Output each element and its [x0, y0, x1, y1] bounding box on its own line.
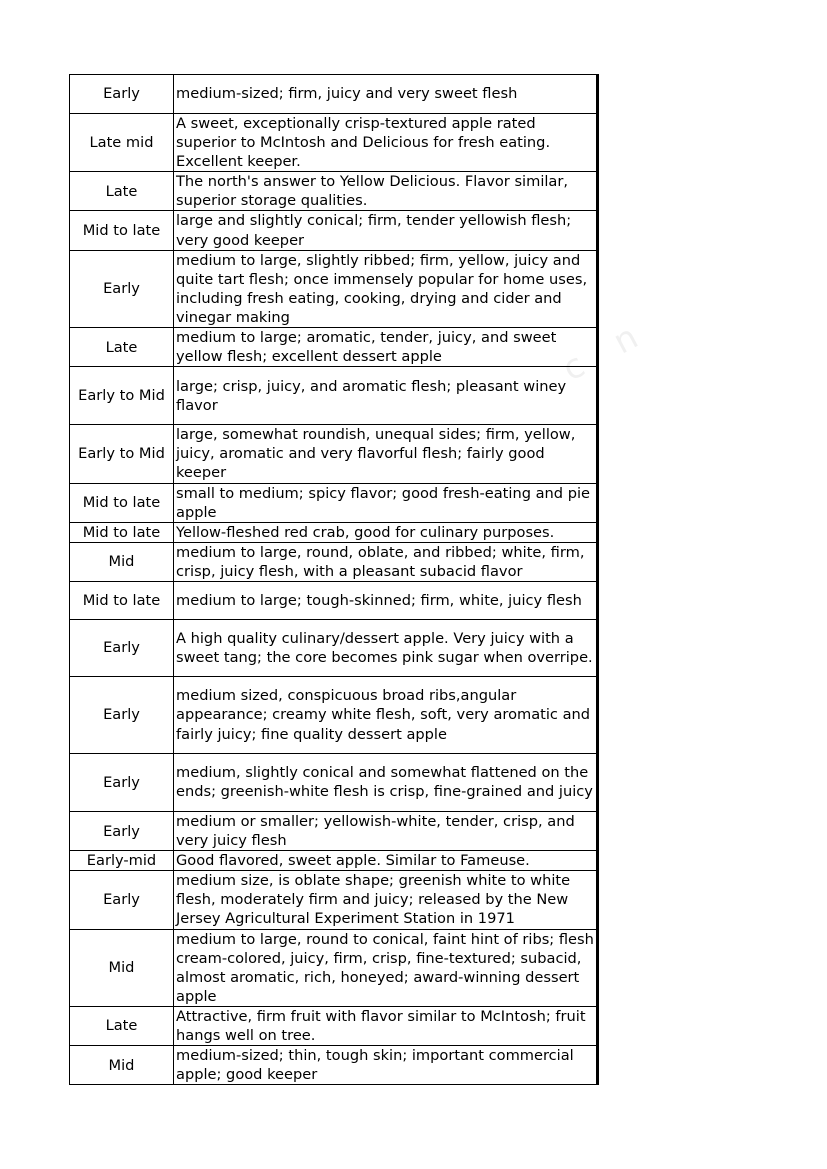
watermark: c n	[556, 310, 658, 390]
description-cell: medium to large, round to conical, faint hint of ribs; flesh cream-colored, juicy, firm, crisp, fine-textured; subacid, almost aromatic, rich, honeyed; award-winning dessert apple	[174, 929, 598, 1006]
description-cell: Attractive, firm fruit with flavor similar to McIntosh; fruit hangs well on tree.	[174, 1006, 598, 1045]
table-row	[70, 172, 598, 211]
harvest-season-cell: Early	[70, 75, 174, 114]
description-cell: medium to large, slightly ribbed; firm, yellow, juicy and quite tart flesh; once immensely popular for home uses, including fresh eating, cooking, drying and cider and vinegar making	[174, 250, 598, 327]
harvest-season-cell: Mid	[70, 929, 174, 1006]
description-cell: medium-sized; firm, juicy and very sweet flesh	[174, 75, 598, 114]
table-row	[70, 811, 598, 850]
description-cell: Good flavored, sweet apple. Similar to Fameuse.	[174, 851, 598, 871]
table-row	[70, 929, 598, 1006]
table-row	[70, 542, 598, 581]
table-row	[70, 581, 598, 619]
description-cell: medium, slightly conical and somewhat flattened on the ends; greenish-white flesh is crisp, fine-grained and juicy	[174, 753, 598, 811]
table-row	[70, 753, 598, 811]
harvest-season-cell: Mid to late	[70, 483, 174, 522]
description-cell: large, somewhat roundish, unequal sides; firm, yellow, juicy, aromatic and very flavorful flesh; fairly good keeper	[174, 425, 598, 483]
description-cell: medium or smaller; yellowish-white, tender, crisp, and very juicy flesh	[174, 811, 598, 850]
description-cell: medium to large; tough-skinned; firm, white, juicy flesh	[174, 581, 598, 619]
table-row	[70, 619, 598, 676]
harvest-season-cell: Early	[70, 871, 174, 929]
table-row	[70, 522, 598, 542]
harvest-season-cell: Mid to late	[70, 581, 174, 619]
description-cell: A sweet, exceptionally crisp-textured apple rated superior to McIntosh and Delicious for fresh eating. Excellent keeper.	[174, 114, 598, 172]
description-cell: medium sized, conspicuous broad ribs,angular appearance; creamy white flesh, soft, very aromatic and fairly juicy; fine quality dessert apple	[174, 676, 598, 753]
harvest-season-cell: Late	[70, 328, 174, 367]
description-cell: medium size, is oblate shape; greenish white to white flesh, moderately firm and juicy; released by the New Jersey Agricultural Experiment Station in 1971	[174, 871, 598, 929]
harvest-season-cell: Late	[70, 172, 174, 211]
table-row	[70, 328, 598, 367]
harvest-season-cell: Late	[70, 1006, 174, 1045]
description-cell: medium to large; aromatic, tender, juicy, and sweet yellow flesh; excellent dessert apple	[174, 328, 598, 367]
harvest-season-cell: Mid to late	[70, 211, 174, 250]
harvest-season-cell: Early-mid	[70, 851, 174, 871]
table-row	[70, 1006, 598, 1045]
harvest-season-cell: Late mid	[70, 114, 174, 172]
table-row	[70, 676, 598, 753]
table-row	[70, 871, 598, 929]
table-row	[70, 483, 598, 522]
description-cell: medium to large, round, oblate, and ribbed; white, firm, crisp, juicy flesh, with a pleasant subacid flavor	[174, 542, 598, 581]
table-row	[70, 851, 598, 871]
table-row	[70, 1046, 598, 1085]
harvest-season-cell: Mid to late	[70, 522, 174, 542]
harvest-season-cell: Early to Mid	[70, 367, 174, 425]
description-cell: medium-sized; thin, tough skin; important commercial apple; good keeper	[174, 1046, 598, 1085]
harvest-season-cell: Mid	[70, 1046, 174, 1085]
table-row	[70, 114, 598, 172]
harvest-season-cell: Early	[70, 250, 174, 327]
table-row	[70, 75, 598, 114]
table-row	[70, 211, 598, 250]
table-row	[70, 250, 598, 327]
description-cell: small to medium; spicy flavor; good fresh-eating and pie apple	[174, 483, 598, 522]
description-cell: large; crisp, juicy, and aromatic flesh; pleasant winey flavor	[174, 367, 598, 425]
description-cell: A high quality culinary/dessert apple. Very juicy with a sweet tang; the core becomes pink sugar when overripe.	[174, 619, 598, 676]
harvest-season-cell: Early	[70, 753, 174, 811]
apple-varieties-table	[69, 74, 599, 1085]
table-row	[70, 425, 598, 483]
table-row	[70, 367, 598, 425]
harvest-season-cell: Early	[70, 811, 174, 850]
description-cell: Yellow-fleshed red crab, good for culinary purposes.	[174, 522, 598, 542]
description-cell: large and slightly conical; firm, tender yellowish flesh; very good keeper	[174, 211, 598, 250]
harvest-season-cell: Mid	[70, 542, 174, 581]
description-cell: The north's answer to Yellow Delicious. Flavor similar, superior storage qualities.	[174, 172, 598, 211]
harvest-season-cell: Early	[70, 619, 174, 676]
harvest-season-cell: Early	[70, 676, 174, 753]
harvest-season-cell: Early to Mid	[70, 425, 174, 483]
